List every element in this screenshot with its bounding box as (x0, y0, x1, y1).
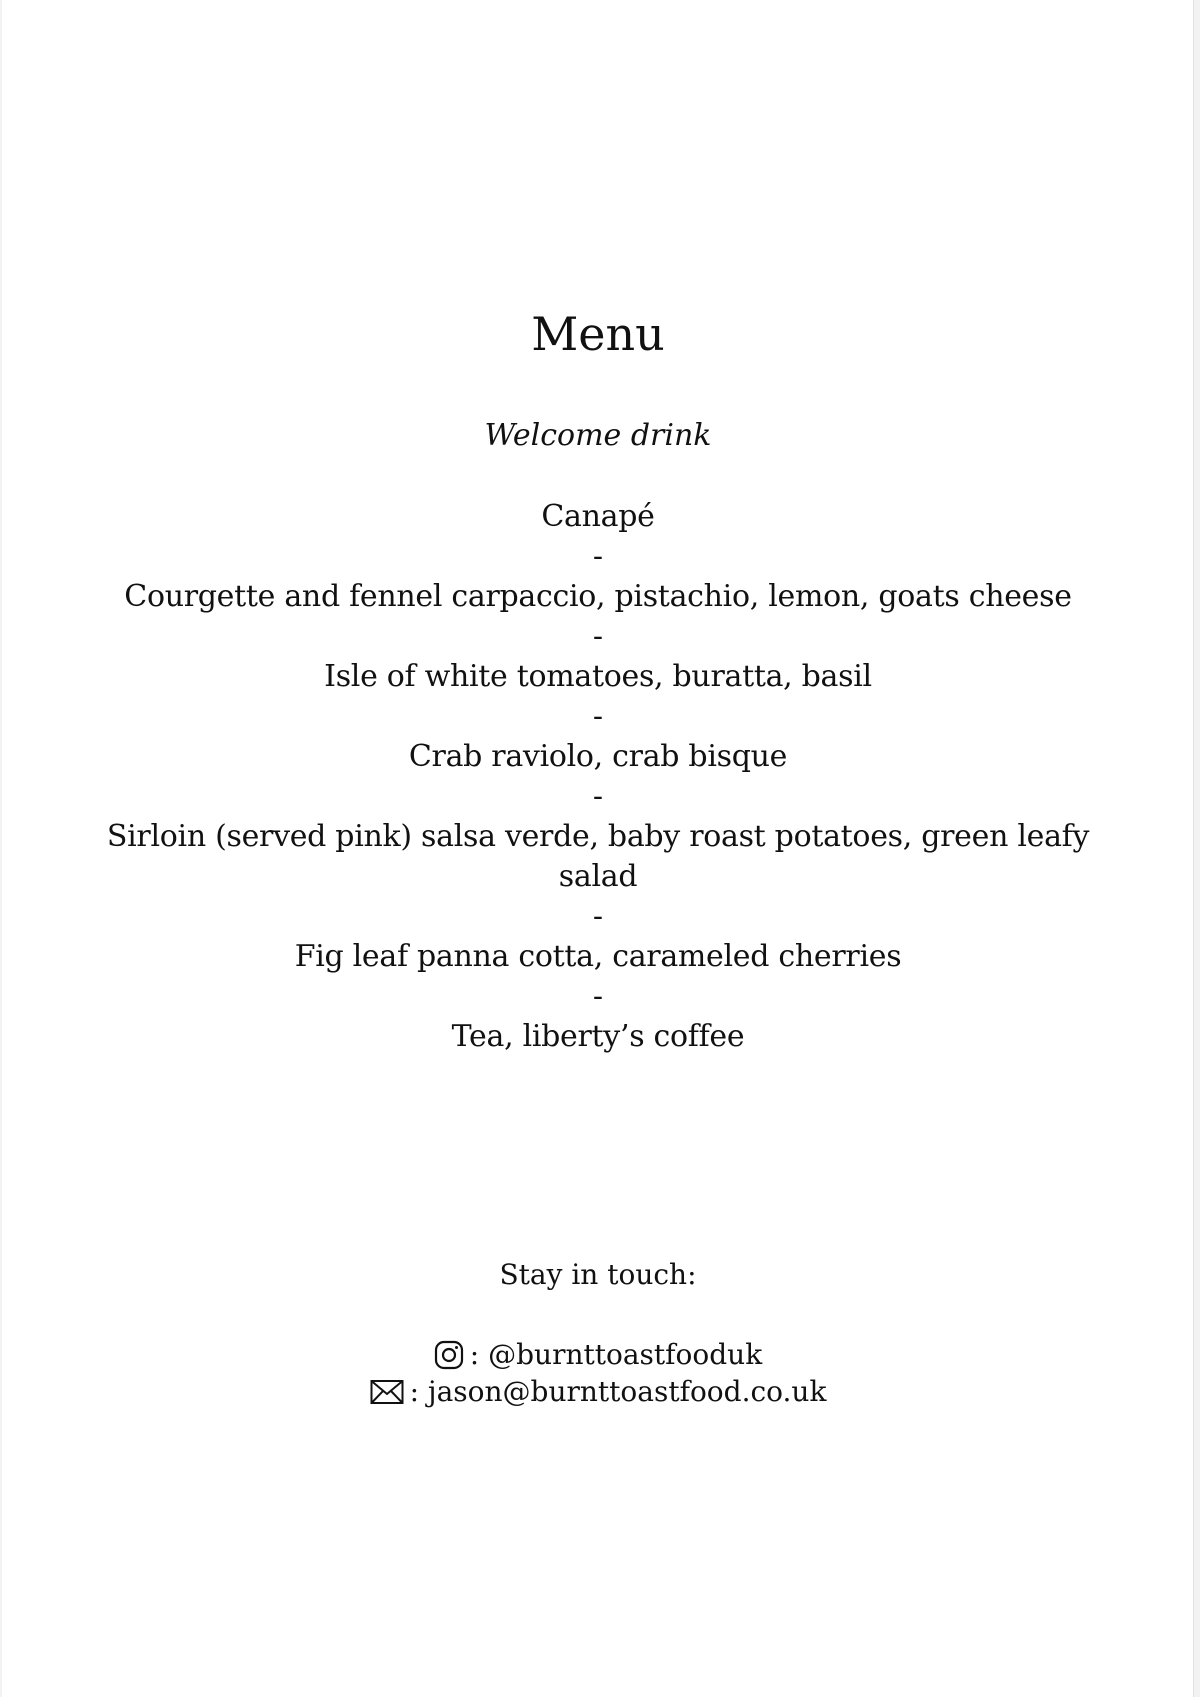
course-item: Sirloin (served pink) salsa verde, baby roast potatoes, green leafy salad (106, 819, 1090, 894)
instagram-icon (434, 1340, 464, 1370)
menu-page (2, 0, 1194, 1697)
welcome-drink: Welcome drink (484, 418, 712, 453)
course-separator: - (592, 619, 604, 654)
course-item: Tea, liberty’s coffee (451, 1019, 745, 1054)
envelope-icon (370, 1379, 404, 1405)
course-item: Fig leaf panna cotta, carameled cherries (294, 939, 902, 974)
course-item: Courgette and fennel carpaccio, pistachio, lemon, goats cheese (124, 579, 1072, 614)
course-item: Crab raviolo, crab bisque (408, 739, 788, 774)
course-separator: - (592, 899, 604, 934)
instagram-handle[interactable]: : @burnttoastfooduk (469, 1338, 763, 1371)
email-address[interactable]: : jason@burnttoastfood.co.uk (409, 1375, 827, 1408)
course-separator: - (592, 699, 604, 734)
contact-details (2, 1336, 1194, 1410)
course-separator: - (592, 979, 604, 1014)
email-line (2, 1373, 1194, 1410)
course-separator: - (592, 779, 604, 814)
instagram-line (2, 1336, 1194, 1373)
course-separator: - (592, 539, 604, 574)
course-list (102, 497, 1094, 1057)
contact-heading: Stay in touch: (499, 1258, 697, 1291)
course-item: Canapé (541, 499, 655, 534)
menu-title: Menu (531, 307, 665, 361)
course-item: Isle of white tomatoes, buratta, basil (324, 659, 872, 694)
